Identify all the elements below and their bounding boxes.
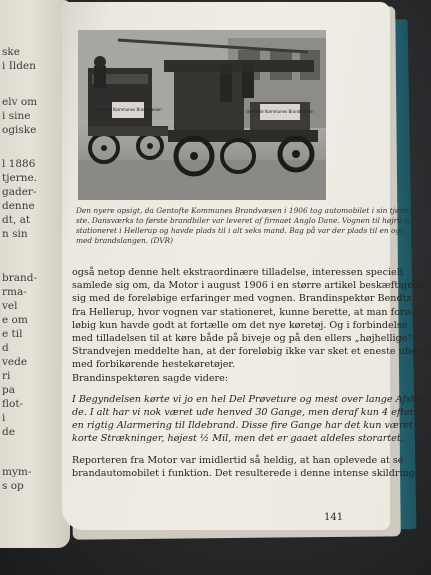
left-fragment: tjerne.: [2, 172, 38, 184]
caption-line: Den nyere opsigt, da Gentofte Kommunes Brandvæsen i 1906 tog automobilet i sin tjene-: [76, 206, 411, 215]
caption-line: med brandslangen. (DVR): [76, 236, 173, 245]
body-line: med tilladelsen til at køre både på biveje og på den ellers „højhellige“: [72, 333, 413, 345]
left-fragment: ogiske: [2, 124, 37, 136]
left-fragment: i: [2, 412, 6, 424]
page-number: 141: [324, 512, 344, 523]
left-fragment: flot-: [2, 398, 24, 410]
left-fragment: d: [2, 342, 9, 354]
book-page: [62, 2, 430, 530]
body-line: løbig kun havde godt at fortælle om det nye køretøj. Og i forbindelse: [72, 319, 408, 331]
left-fragment: gader-: [2, 186, 37, 198]
left-fragment: l 1886: [2, 158, 36, 170]
body-line: samlede sig om, da Motor i august 1906 i en større artikel beskæftigede: [72, 280, 425, 292]
left-fragment: pa: [2, 384, 15, 396]
left-fragment: i sine: [2, 110, 31, 122]
body-line: Strandvejen meddelte han, at der foreløbig ikke var sket et eneste uheld: [72, 346, 426, 358]
left-fragment: ri: [2, 370, 11, 382]
body-text: [72, 266, 430, 480]
left-fragment: vede: [2, 356, 28, 368]
caption-line: ste. Dansværks to første brandbiler var leveret af firmaet Anglo Dane. Vognen til højre var: [76, 216, 417, 225]
fire-engine-illustration: [78, 30, 326, 200]
closing-line: Reporteren fra Motor var imidlertid så heldig, at han oplevede at se: [72, 454, 404, 466]
left-fragment: elv om: [2, 96, 38, 108]
left-fragment: mym-: [2, 466, 32, 478]
quote-line: de. I alt har vi nok været ude henved 30 Gange, men deraf kun 4 efter: [72, 407, 415, 419]
quote-line: korte Strækninger, højest ½ Mil, men det er gaaet aldeles storartet.: [72, 433, 404, 445]
body-line: med forbikørende hestekøretøjer.: [72, 359, 236, 371]
left-fragment: n sin: [2, 228, 28, 240]
left-facing-page: [0, 0, 70, 548]
left-fragment: vel: [2, 300, 18, 312]
body-line: også netop denne helt ekstraordinære tilladelse, interessen specielt: [72, 267, 404, 278]
caption-line: stationeret i Hellerup og havde plads til i alt seks mand. Bag på var der plads til en ogs-: [76, 226, 407, 235]
left-fragment: de: [2, 426, 15, 438]
closing-line: brandautomobilet i funktion. Det resulterede i denne intense skildring:: [72, 467, 419, 479]
left-fragment: rma-: [2, 286, 27, 298]
historic-fire-truck-photo: [78, 30, 326, 200]
left-fragment: ske: [2, 46, 20, 58]
left-fragment: dt, at: [2, 214, 31, 226]
body-line: fra Hellerup, hvor vognen var stationeret, kunne berette, at man fore-: [72, 306, 414, 318]
body-line: sig med de foreløbige erfaringer med vognen. Brandinspektør Bendtz: [72, 293, 412, 305]
body-line: Brandinspektøren sagde videre:: [72, 372, 229, 384]
left-fragment: e om: [2, 314, 28, 326]
left-fragment: denne: [2, 200, 35, 212]
left-truck-sign: Gentofte Kommunes Brandvæsen: [94, 107, 162, 112]
right-truck-sign: Gentofte Kommunes Brandvæsen: [246, 109, 314, 114]
left-fragment: i Ilden: [2, 60, 36, 72]
left-fragment: e til: [2, 328, 23, 340]
quote-line: I Begyndelsen kørte vi jo en hel Del Prøveture og mest over lange Afstan-: [72, 393, 430, 405]
left-fragment: s op: [2, 480, 24, 492]
photo-caption: [76, 206, 417, 246]
left-fragment: brand-: [2, 272, 38, 284]
quote-line: en rigtig Alarmering til Ildebrand. Disse fire Gange har det kun været: [72, 420, 414, 432]
